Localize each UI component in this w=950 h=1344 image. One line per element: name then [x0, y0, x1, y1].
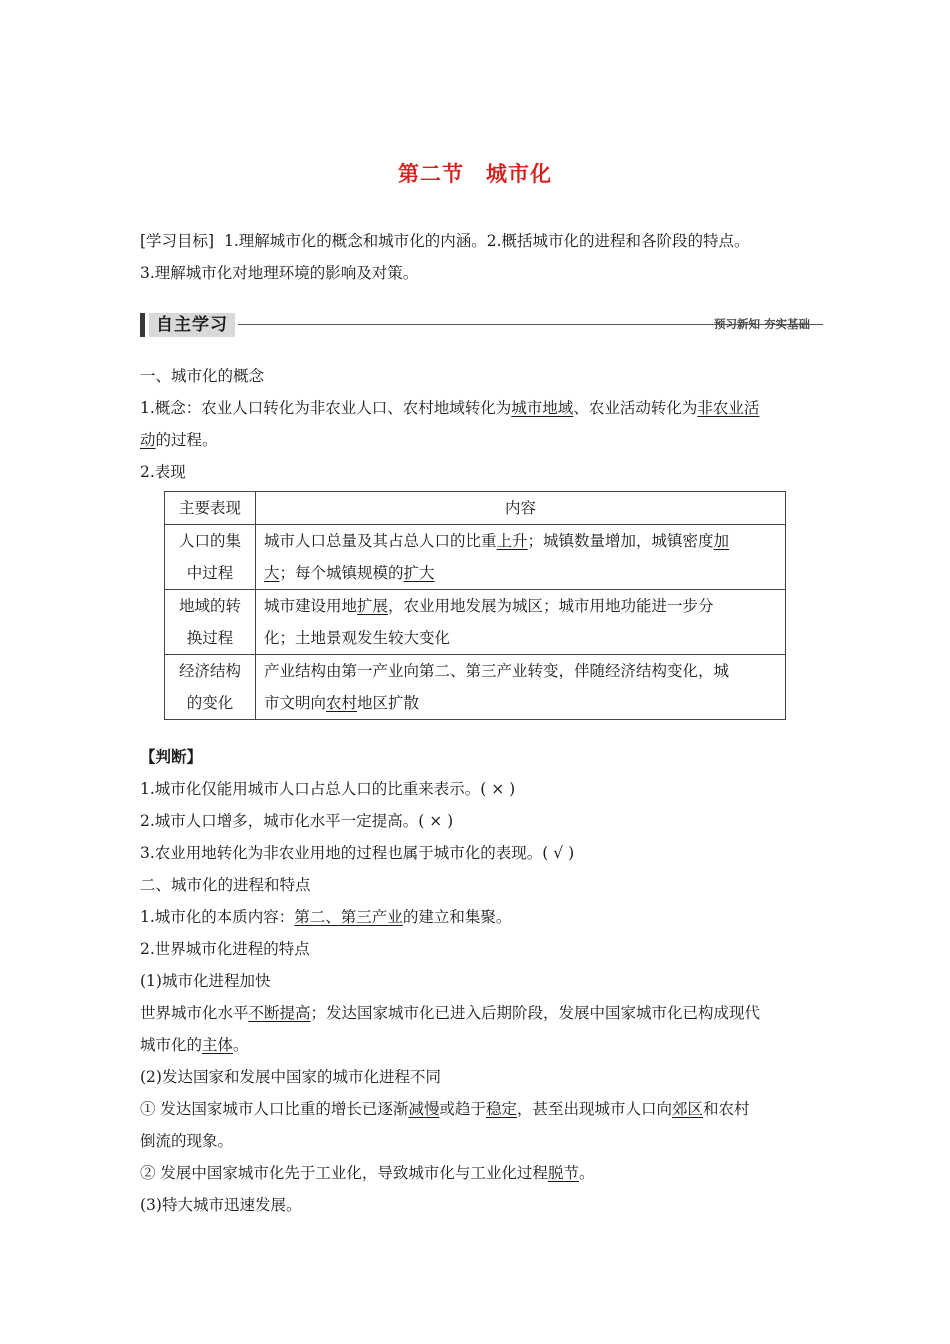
manifest-heading: 2.表现 [140, 463, 186, 481]
concept-text: 、农业活动转化为 [573, 399, 698, 417]
sub1-text-line1: 世界城市化水平不断提高；发达国家城市化已进入后期阶段，发展中国家城市化已构成现代 [140, 1004, 761, 1022]
sub1-text-line2: 城市化的主体。 [140, 1036, 249, 1054]
table-row-content: 城市建设用地扩展，农业用地发展为城区；城市用地功能进一步分 化；土地景观发生较大变化 [256, 590, 786, 655]
table-row-content: 产业结构由第一产业向第二、第三产业转变，伴随经济结构变化，城 市文明向农村地区扩散 [256, 655, 786, 720]
essence-answer: 第二、第三产业 [294, 908, 403, 926]
learning-objectives-line2 [140, 257, 418, 289]
judge-heading: 【判断】 [140, 748, 203, 766]
concept-text: 的过程。 [155, 431, 218, 449]
concept-line2 [140, 424, 218, 456]
section2-heading: 二、城市化的进程和特点 [140, 876, 311, 894]
concept-answer-1: 城市地域 [511, 399, 574, 417]
concept-answer-2: 非农业活 [697, 399, 760, 417]
item1-line1: ① 发达国家城市人口比重的增长已逐渐减慢或趋于稳定，甚至出现城市人口向郊区和农村 [140, 1100, 750, 1118]
judge-item: 3.农业用地转化为非农业用地的过程也属于城市化的表现。( √ ) [140, 844, 575, 862]
table-row-content: 城市人口总量及其占总人口的比重上升；城镇数量增加，城镇密度加 大；每个城镇规模的扩大 [256, 525, 786, 590]
table-row-label: 人口的集 中过程 [165, 525, 256, 590]
objectives-text-1: 1.理解城市化的概念和城市化的内涵。2.概括城市化的进程和各阶段的特点。 [223, 232, 750, 250]
learning-objectives-line1 [140, 225, 750, 257]
sub-heading-2: (2)发达国家和发展中国家的城市化进程不同 [140, 1068, 441, 1086]
judge-item: 1.城市化仅能用城市人口占总人口的比重来表示。( × ) [140, 780, 516, 798]
objectives-label: [学习目标] [140, 232, 215, 250]
table-row-label: 经济结构 的变化 [165, 655, 256, 720]
sub-heading-1: (1)城市化进程加快 [140, 972, 271, 990]
concept-line1 [140, 392, 759, 424]
essence-line: 1.城市化的本质内容：第二、第三产业的建立和集聚。 [140, 908, 512, 926]
objectives-text-2: 3.理解城市化对地理环境的影响及对策。 [140, 264, 419, 282]
table-header-row [165, 492, 786, 525]
judge-item: 2.城市人口增多，城市化水平一定提高。( × ) [140, 812, 454, 830]
banner-label: 自主学习 [149, 313, 235, 337]
section1-heading: 一、城市化的概念 [140, 367, 265, 385]
self-study-banner [140, 311, 810, 339]
concept-answer-2-cont: 动 [140, 431, 156, 449]
world-heading: 2.世界城市化进程的特点 [140, 940, 310, 958]
banner-bar [140, 313, 145, 337]
table-header-cell: 主要表现 [165, 492, 256, 525]
concept-text: 1.概念：农业人口转化为非农业人口、农村地域转化为 [140, 399, 512, 417]
table-row [165, 655, 786, 720]
item2-line: ② 发展中国家城市化先于工业化，导致城市化与工业化过程脱节。 [140, 1164, 595, 1182]
banner-subtitle: 预习新知 夯实基础 [713, 317, 810, 331]
table-row [165, 590, 786, 655]
table-header-cell: 内容 [256, 492, 786, 525]
table-row-label: 地域的转 换过程 [165, 590, 256, 655]
section-title: 第二节 城市化 [398, 162, 552, 186]
manifestation-table [164, 491, 786, 720]
item1-line2: 倒流的现象。 [140, 1132, 234, 1150]
table-row [165, 525, 786, 590]
sub-heading-3: (3)特大城市迅速发展。 [140, 1196, 302, 1214]
